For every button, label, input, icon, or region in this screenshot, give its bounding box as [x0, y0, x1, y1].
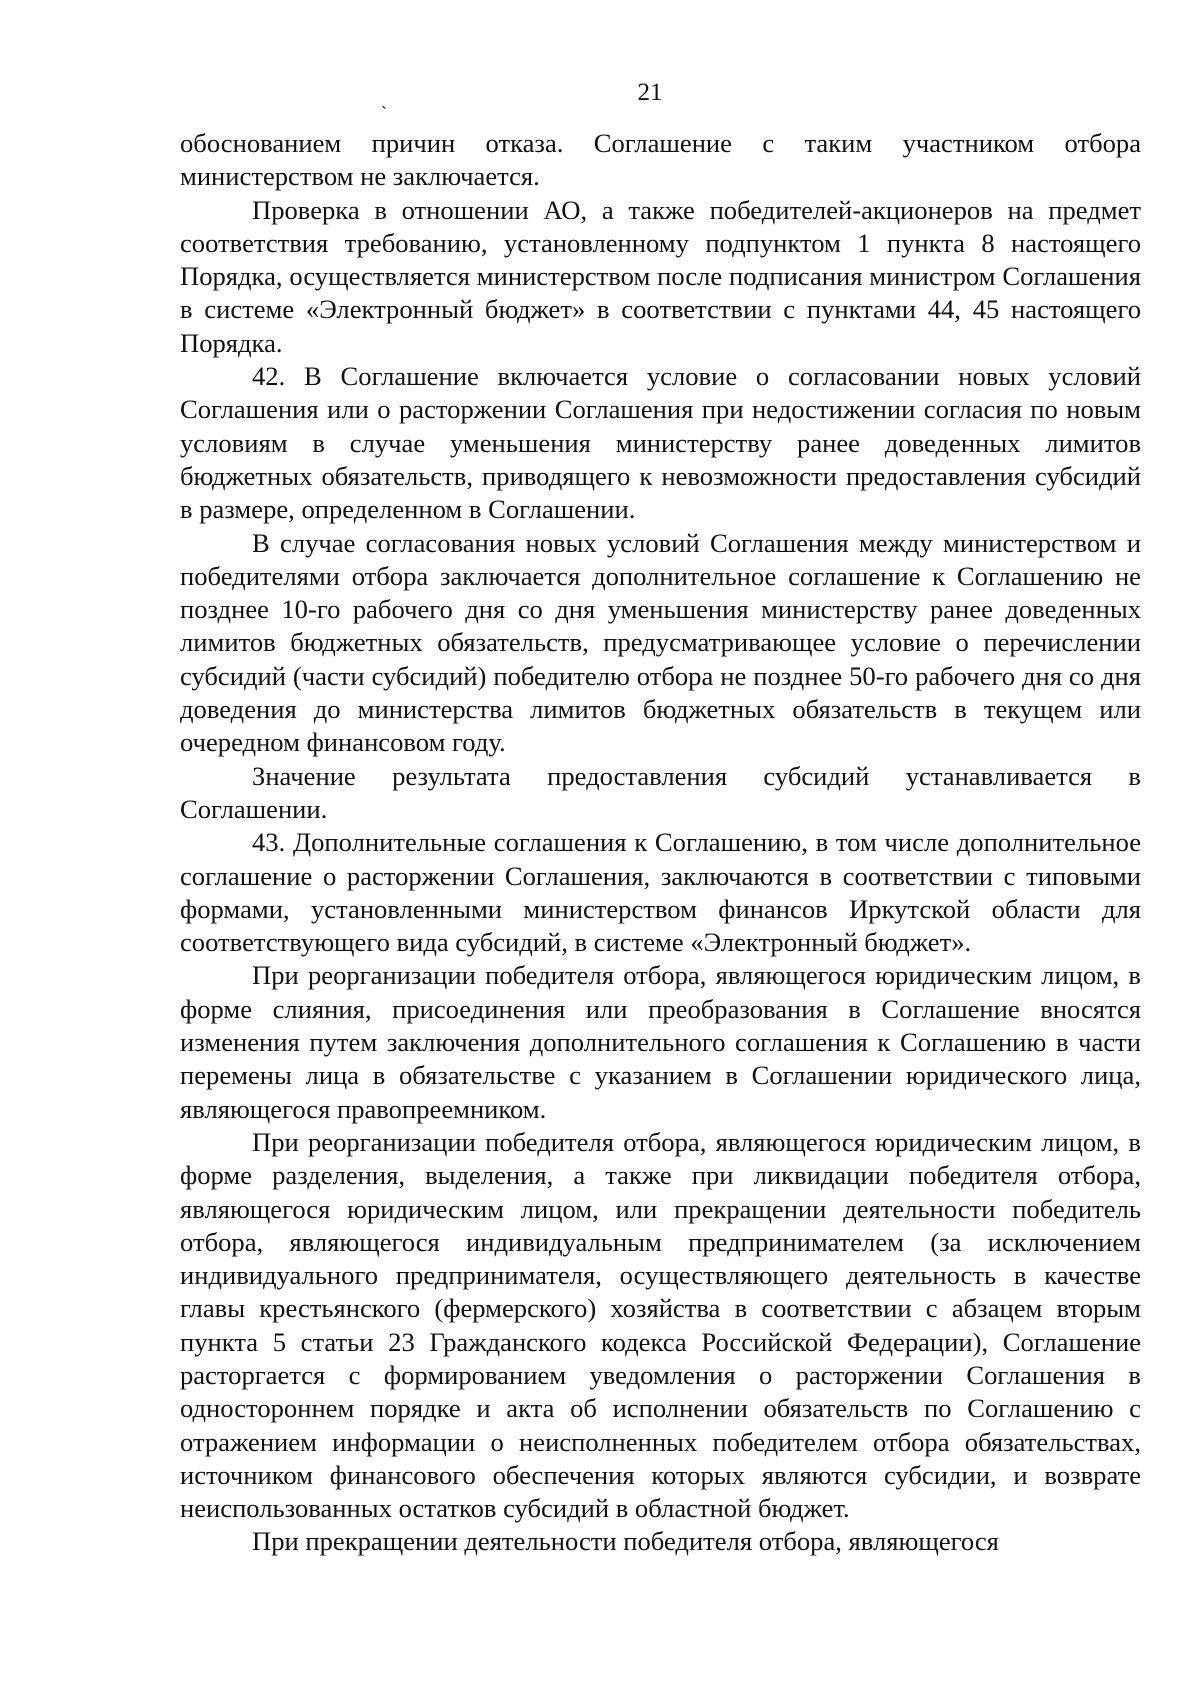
paragraph: При прекращении деятельности победителя отбора, являющегося [252, 1526, 999, 1557]
paragraph: При реорганизации победителя отбора, являющегося юридическим лицом, в форме разделения, выделения, а также при ликвидации победителя отбора, являющегося юридическим лицом, или прекращении деятельности победитель отбора, являющегося индивидуальным предпринимателем (за исключением индивидуального предпринимателя, осуществляющего деятельность в качестве главы крестьянского (фермерского) хозяйства в соответствии с абзацем вторым пункта 5 статьи 23 Гражданского кодекса Российской Федерации), Соглашение расторгается с формированием уведомления о расторжении Соглашения в одностороннем порядке и акта об исполнении обязательств по Соглашению с отражением информации о неисполненных победителем отбора обязательствах, источником финансового обеспечения которых являются субсидии, и возврате неиспользованных остатков субсидий в областной бюджет. [180, 1126, 1141, 1524]
paragraph: Значение результата предоставления субсидий устанавливается в Соглашении. [180, 760, 1141, 824]
paragraph: обоснованием причин отказа. Соглашение с таким участником отбора министерством не заключается. [180, 128, 1141, 192]
paragraph-clause-42: 42. В Соглашение включается условие о согласовании новых условий Соглашения или о расторжении Соглашения при недостижении согласия по новым условиям в случае уменьшения министерству ранее доведенных лимитов бюджетных обязательств, приводящего к невозможности предоставления субсидий в размере, определенном в Соглашении. [180, 361, 1141, 525]
paragraph: При реорганизации победителя отбора, являющегося юридическим лицом, в форме слияния, присоединения или преобразования в Соглашение вносятся изменения путем заключения дополнительного соглашения к Соглашению в части перемены лица в обязательстве с указанием в Соглашении юридического лица, являющегося правопреемником. [180, 960, 1141, 1124]
document-body [180, 127, 1141, 1559]
paragraph: Проверка в отношении АО, а также победителей-акционеров на предмет соответствия требованию, установленному подпунктом 1 пункта 8 настоящего Порядка, осуществляется министерством после подписания министром Соглашения в системе «Электронный бюджет» в соответствии с пунктами 44, 45 настоящего Порядка. [180, 194, 1141, 358]
scan-mark: ˎ [381, 89, 387, 109]
paragraph: В случае согласования новых условий Соглашения между министерством и победителями отбора заключается дополнительное соглашение к Соглашению не позднее 10-го рабочего дня со дня уменьшения министерству ранее доведенных лимитов бюджетных обязательств, предусматривающее условие о перечислении субсидий (части субсидий) победителю отбора не позднее 50-го рабочего дня со дня доведения до министерства лимитов бюджетных обязательств в текущем или очередном финансовом году. [180, 527, 1141, 758]
paragraph-clause-43: 43. Дополнительные соглашения к Соглашению, в том числе дополнительное соглашение о расторжении Соглашения, заключаются в соответствии с типовыми формами, установленными министерством финансов Иркутской области для соответствующего вида субсидий, в системе «Электронный бюджет». [180, 827, 1141, 958]
page-number: 21 [637, 79, 663, 106]
